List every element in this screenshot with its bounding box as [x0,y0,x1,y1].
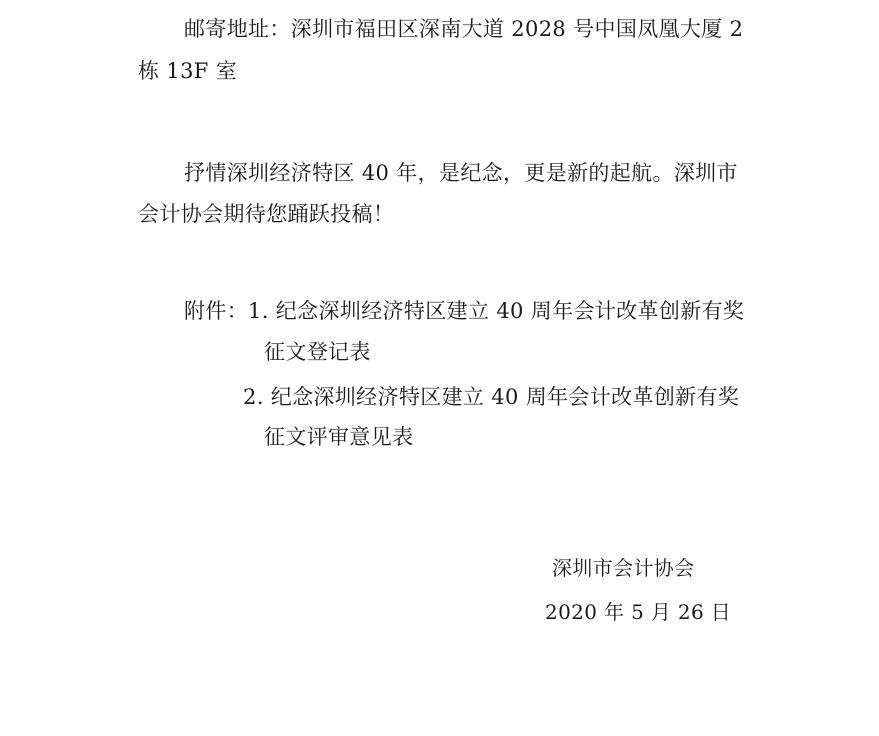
mailing-address-line-2: 栋 13F 室 [138,59,238,83]
signature-date: 2020 年 5 月 26 日 [545,600,732,624]
signature-organization: 深圳市会计协会 [552,556,695,580]
closing-paragraph-line-1: 抒情深圳经济特区 40 年，是纪念，更是新的起航。深圳市 [184,161,738,185]
attachment-item-1-line-2: 征文登记表 [264,340,371,364]
mailing-address-line-1: 邮寄地址：深圳市福田区深南大道 2028 号中国凤凰大厦 2 [184,17,744,41]
attachment-item-2-line-2: 征文评审意见表 [264,425,414,449]
closing-paragraph-line-2: 会计协会期待您踊跃投稿！ [138,202,395,226]
attachment-item-1-line-1: 附件：1. 纪念深圳经济特区建立 40 周年会计改革创新有奖 [184,299,745,323]
attachment-item-2-line-1: 2. 纪念深圳经济特区建立 40 周年会计改革创新有奖 [243,385,740,409]
